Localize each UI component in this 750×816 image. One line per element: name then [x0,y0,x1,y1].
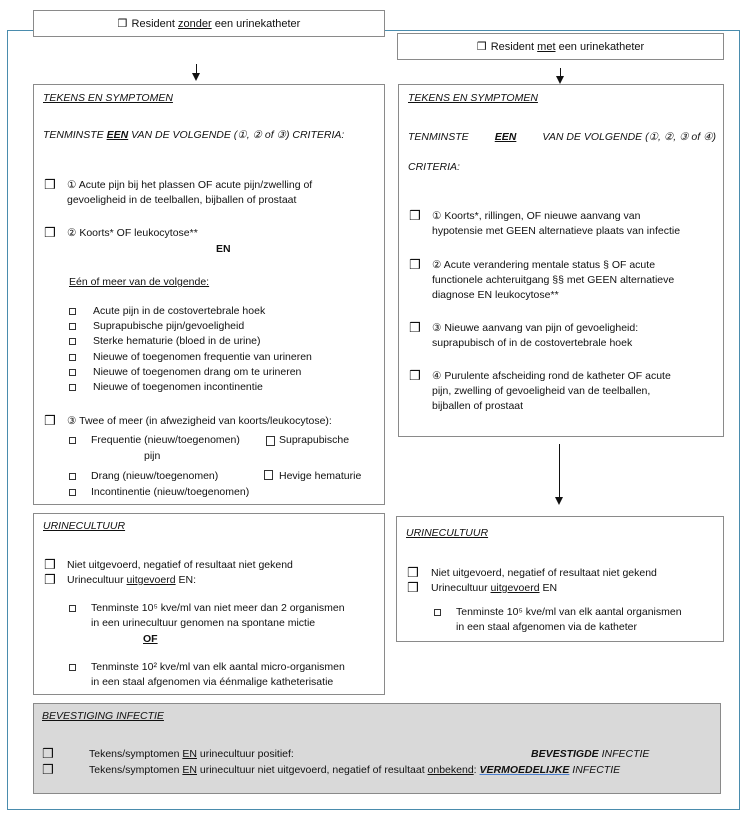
criteria-word: CRITERIA: [408,161,460,173]
checkbox-icon[interactable]: ❒ [42,747,54,762]
criterion-2: ② Acute verandering mentale status § OF acute functionele achteruitgang §§ met GEEN alternatieve diagnose EN leukocytose** [432,259,675,301]
checkbox-small[interactable] [69,489,76,496]
arrow-head-icon [556,76,564,84]
checkbox-icon[interactable]: ❒ [117,17,128,30]
left-signs-box [33,84,385,505]
section-heading: TEKENS EN SYMPTOMEN [43,92,173,104]
checkbox-small[interactable] [434,609,441,616]
arrow-down-icon [559,444,560,498]
confirmation-box [33,703,721,794]
checkbox-icon[interactable]: ❒ [44,558,56,573]
culture-done: Urinecultuur uitgevoerd EN [431,582,558,594]
arrow-head-icon [555,497,563,505]
checkbox-icon[interactable]: ❒ [409,209,421,224]
checkbox-icon[interactable]: ❒ [42,763,54,778]
criterion-2: ② Koorts* OF leukocytose** [67,227,198,239]
checkbox-small[interactable] [69,473,76,480]
sub-heading: Eén of meer van de volgende: [69,276,210,288]
en-connector: EN [216,243,231,255]
section-heading: TEKENS EN SYMPTOMEN [408,92,538,104]
checkbox-icon[interactable]: ❒ [44,414,56,429]
culture-option-2: Tenminste 10² kve/ml van elk aantal micro-organismen in een staal afgenomen via éénmalige katheterisatie [91,661,345,688]
or-connector: OF [143,633,158,645]
culture-not-done: Niet uitgevoerd, negatief of resultaat niet gekend [67,559,293,571]
checkbox-small[interactable] [69,323,76,330]
checkbox-small[interactable] [69,338,76,345]
checkbox-icon[interactable]: ❒ [409,369,421,384]
criterion-3: ③ Twee of meer (in afwezigheid van koorts/leukocytose): [67,415,332,427]
culture-done: Urinecultuur uitgevoerd EN: [67,574,196,586]
checkbox-icon[interactable]: ❒ [409,258,421,273]
header-without-catheter[interactable] [33,10,385,37]
option-suprapubic: Suprapubische [279,434,350,446]
checkbox-small[interactable] [266,436,275,446]
right-culture-box [396,516,724,642]
criterion-4: ④ Purulente afscheiding rond de katheter OF acute pijn, zwelling of gevoeligheid van de teelballen, bijballen of prostaat [432,370,671,412]
option-incontinence: Incontinentie (nieuw/toegenomen) [91,486,250,498]
option-frequency: Frequentie (nieuw/toegenomen) [91,434,240,446]
checkbox-small[interactable] [69,605,76,612]
confirm-result-1: BEVESTIGDE INFECTIE [531,748,650,760]
sub-criterion-item: Nieuwe of toegenomen frequentie van urineren [93,350,312,363]
checkbox-small[interactable] [69,437,76,444]
criterion-1: ① Koorts*, rillingen, OF nieuwe aanvang van hypotensie met GEEN alternatieve plaats van infectie [432,210,681,237]
header-with-catheter[interactable] [397,33,724,60]
culture-option-1: Tenminste 10⁵ kve/ml van niet meer dan 2 organismen in een urinecultuur genomen na spontane mictie [91,602,345,629]
criteria-intro: TENMINSTE EEN VAN DE VOLGENDE (①, ② of ③) CRITERIA: [43,129,345,141]
checkbox-small[interactable] [69,308,76,315]
checkbox-icon[interactable]: ❒ [407,566,419,581]
header-label: Resident zonder een urinekatheter [131,17,301,30]
confirm-row-1: Tekens/symptomen EN urinecultuur positief: [89,748,294,760]
checkbox-small[interactable] [69,369,76,376]
option-suprapubic-cont: pijn [144,450,161,462]
criterion-3: ③ Nieuwe aanvang van pijn of gevoeligheid: suprapubisch of in de costovertebrale hoek [432,322,639,349]
confirm-row-2: Tekens/symptomen EN urinecultuur niet uitgevoerd, negatief of resultaat onbekend: VERMOEDELIJKE INFECTIE [89,764,621,776]
culture-option-1: Tenminste 10⁵ kve/ml van elk aantal organismen in een staal afgenomen via de katheter [456,606,682,633]
option-hematuria: Hevige hematurie [279,470,362,482]
sub-criterion-item: Suprapubische pijn/gevoeligheid [93,320,245,333]
section-heading: URINECULTUUR [43,520,126,532]
section-heading: BEVESTIGING INFECTIE [42,710,164,722]
right-signs-box [398,84,724,437]
checkbox-icon[interactable]: ❒ [44,178,56,193]
checkbox-icon[interactable]: ❒ [44,226,56,241]
checkbox-icon[interactable]: ❒ [44,573,56,588]
checkbox-small[interactable] [69,664,76,671]
section-heading: URINECULTUUR [406,527,489,539]
criterion-1: ① Acute pijn bij het plassen OF acute pijn/zwelling of gevoeligheid in de teelballen, bijballen of prostaat [67,179,313,206]
checkbox-small[interactable] [264,470,273,480]
culture-not-done: Niet uitgevoerd, negatief of resultaat niet gekend [431,567,657,579]
checkbox-small[interactable] [69,354,76,361]
sub-criterion-item: Acute pijn in de costovertebrale hoek [93,305,266,317]
header-label: Resident met een urinekatheter [490,40,645,53]
left-culture-box [33,513,385,695]
checkbox-icon[interactable]: ❒ [476,40,487,53]
checkbox-small[interactable] [69,384,76,391]
sub-criterion-item: Sterke hematurie (bloed in de urine) [93,335,261,348]
sub-criterion-item: Nieuwe of toegenomen drang om te urineren [93,365,302,378]
option-urgency: Drang (nieuw/toegenomen) [91,470,219,482]
criteria-intro: TENMINSTE EEN VAN DE VOLGENDE (①, ②, ③ of ④) [408,131,716,143]
sub-criterion-item: Nieuwe of toegenomen incontinentie [93,381,263,393]
checkbox-icon[interactable]: ❒ [407,581,419,596]
checkbox-icon[interactable]: ❒ [409,321,421,336]
arrow-head-icon [192,73,200,81]
